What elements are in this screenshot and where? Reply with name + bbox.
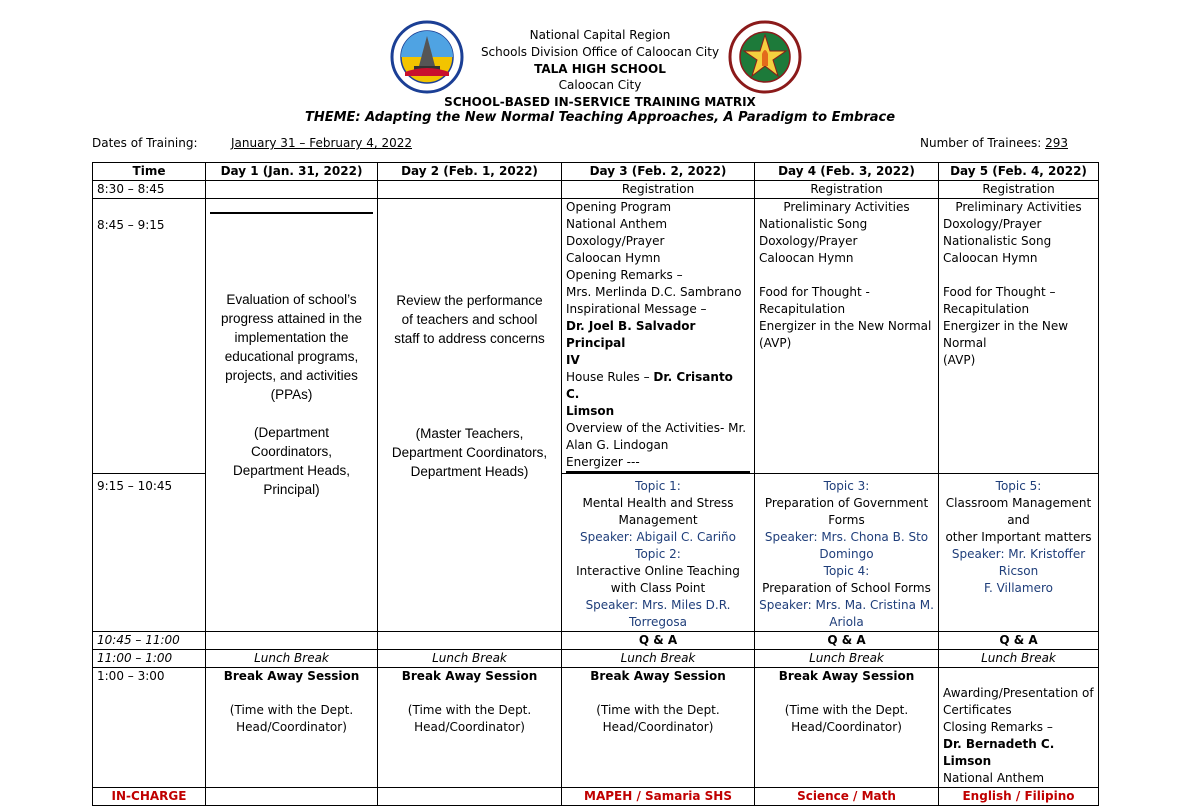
day5-topics: Topic 5: Classroom Management and other Important matters Speaker: Mr. Kristoffer Ricson F. Villamero xyxy=(939,474,1099,632)
incharge-day3: MAPEH / Samaria SHS xyxy=(562,788,755,806)
day5-closing-program: Awarding/Presentation of Certificates Closing Remarks – Dr. Bernadeth C. Limson National Anthem xyxy=(939,668,1099,788)
col-header-time: Time xyxy=(93,163,206,181)
day4-topics: Topic 3: Preparation of Government Forms Speaker: Mrs. Chona B. Sto Domingo Topic 4: Preparation of School Forms Speaker: Mrs. Ma. Cristina M. Ariola xyxy=(755,474,939,632)
time-cell: 1:00 – 3:00 xyxy=(93,668,206,788)
incharge-day4: Science / Math xyxy=(755,788,939,806)
col-header-day3: Day 3 (Feb. 2, 2022) xyxy=(562,163,755,181)
dates-value: January 31 – February 4, 2022 xyxy=(231,136,412,150)
col-header-day1: Day 1 (Jan. 31, 2022) xyxy=(206,163,378,181)
day1-session-description: Evaluation of school’s progress attained in the implementation the educational programs, projects, and activities (PPAs) (Department Coordinators, Department Heads, Principal) xyxy=(220,292,363,497)
registration-day3: Registration xyxy=(562,181,755,199)
document-header xyxy=(0,27,1200,127)
day5-morning-program: Preliminary Activities Doxology/Prayer Nationalistic Song Caloocan Hymn Food for Thought – Recapitulation Energizer in the New Normal (AVP) xyxy=(939,199,1099,474)
divider xyxy=(210,212,373,214)
row-incharge xyxy=(93,788,1099,806)
lunch-day3: Lunch Break xyxy=(562,650,755,668)
header-row xyxy=(93,163,1099,181)
day3-topics: Topic 1: Mental Health and Stress Management Speaker: Abigail C. Cariño Topic 2: Interactive Online Teaching with Class Point Speaker: Mrs. Miles D.R. Torregosa xyxy=(562,474,755,632)
day3-morning-program: Opening Program National Anthem Doxology/Prayer Caloocan Hymn Opening Remarks – Mrs. Merlinda D.C. Sambrano Inspirational Message – Dr. Joel B. Salvador Principal IV House Rules – Dr. Crisanto C. Limson Overview of the Activities- Mr. Alan G. Lindogan Energizer --- xyxy=(562,199,755,474)
incharge-label: IN-CHARGE xyxy=(93,788,206,806)
day4-morning-program: Preliminary Activities Nationalistic Song Doxology/Prayer Caloocan Hymn Food for Thought - Recapitulation Energizer in the New Normal (AVP) xyxy=(755,199,939,474)
incharge-day5: English / Filipino xyxy=(939,788,1099,806)
dates-label: Dates of Training: xyxy=(92,136,198,150)
time-cell: 9:15 – 10:45 xyxy=(93,474,206,632)
lunch-day1: Lunch Break xyxy=(206,650,378,668)
row-registration xyxy=(93,181,1099,199)
matrix-title: SCHOOL-BASED IN-SERVICE TRAINING MATRIX xyxy=(444,95,756,110)
trainees-count: Number of Trainees: 293 xyxy=(920,136,1068,150)
training-matrix-table xyxy=(92,162,1099,806)
theme-text: THEME: Adapting the New Normal Teaching Approaches, A Paradigm to Embrace xyxy=(304,109,896,125)
time-cell: 8:45 – 9:15 xyxy=(93,199,206,474)
time-cell: 8:30 – 8:45 xyxy=(93,181,206,199)
breakaway-day4: Break Away Session (Time with the Dept. Head/Coordinator) xyxy=(755,668,939,788)
breakaway-day3: Break Away Session (Time with the Dept. Head/Coordinator) xyxy=(562,668,755,788)
empty-cell xyxy=(206,788,378,806)
time-cell: 10:45 – 11:00 xyxy=(93,632,206,650)
qa-day3: Q & A xyxy=(562,632,755,650)
col-header-day5: Day 5 (Feb. 4, 2022) xyxy=(939,163,1099,181)
row-morning-program xyxy=(93,199,1099,474)
breakaway-day2: Break Away Session (Time with the Dept. Head/Coordinator) xyxy=(378,668,562,788)
lunch-day4: Lunch Break xyxy=(755,650,939,668)
qa-day5: Q & A xyxy=(939,632,1099,650)
day2-session-cell: Review the performance of teachers and school staff to address concerns (Master Teachers, Department Coordinators, Department Heads) xyxy=(378,199,562,632)
lunch-day2: Lunch Break xyxy=(378,650,562,668)
day1-session-cell xyxy=(206,199,378,632)
empty-cell xyxy=(378,632,562,650)
row-lunch xyxy=(93,650,1099,668)
empty-cell xyxy=(206,181,378,199)
breakaway-day1: Break Away Session (Time with the Dept. Head/Coordinator) xyxy=(206,668,378,788)
school-name: TALA HIGH SCHOOL xyxy=(534,61,666,76)
col-header-day4: Day 4 (Feb. 3, 2022) xyxy=(755,163,939,181)
division-text: Schools Division Office of Caloocan City xyxy=(480,44,720,59)
registration-day4: Registration xyxy=(755,181,939,199)
region-text: National Capital Region xyxy=(529,28,671,42)
qa-day4: Q & A xyxy=(755,632,939,650)
time-cell: 11:00 – 1:00 xyxy=(93,650,206,668)
registration-day5: Registration xyxy=(939,181,1099,199)
city-text: Caloocan City xyxy=(558,78,642,93)
lunch-day5: Lunch Break xyxy=(939,650,1099,668)
empty-cell xyxy=(378,181,562,199)
row-afternoon xyxy=(93,668,1099,788)
empty-cell xyxy=(206,632,378,650)
empty-cell xyxy=(378,788,562,806)
col-header-day2: Day 2 (Feb. 1, 2022) xyxy=(378,163,562,181)
row-qa xyxy=(93,632,1099,650)
